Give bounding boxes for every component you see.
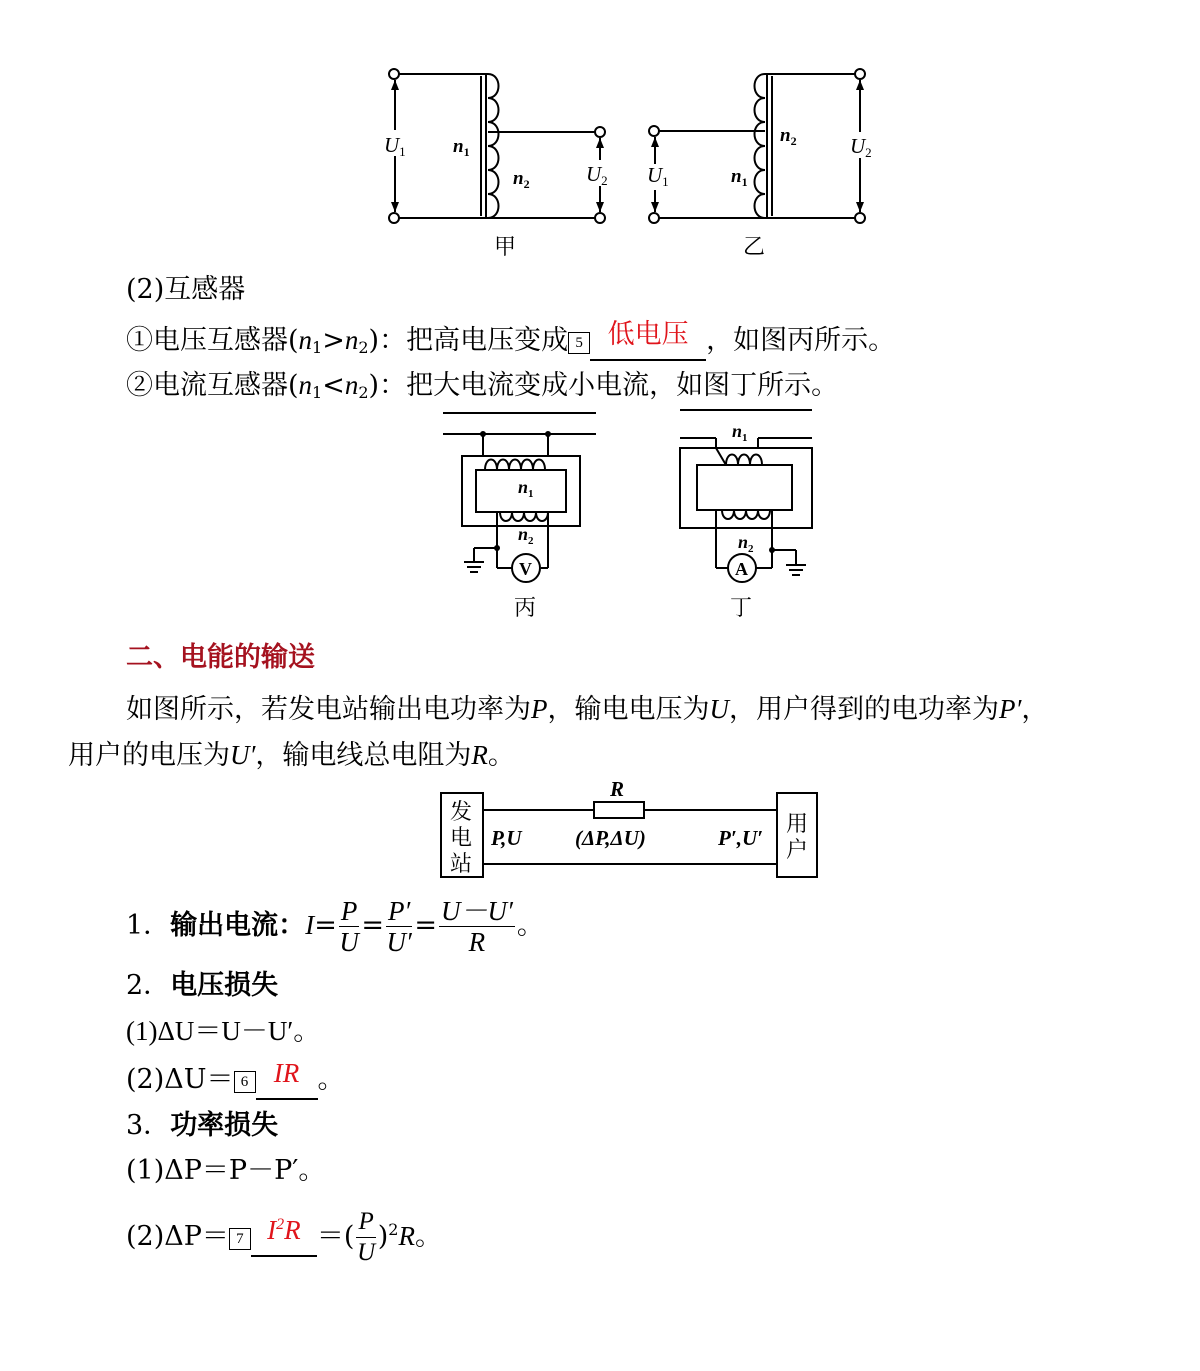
- station-label-1: 发: [450, 800, 473, 825]
- fraction-drop-over-R: [439, 896, 515, 957]
- f3-2-square: 2: [388, 1220, 399, 1239]
- f3-2-eq: ＝(: [316, 1221, 355, 1252]
- blank-number-box: 5: [568, 332, 590, 354]
- frac4-numerator: P: [356, 1207, 375, 1238]
- voltage-loss-formula-2: [126, 1058, 345, 1100]
- item2-op: <: [322, 370, 345, 401]
- intro-paragraph-line-2: [68, 737, 515, 774]
- f3-2-close: ): [377, 1221, 389, 1252]
- f1-end: 。: [516, 910, 544, 941]
- fraction-Pp-over-Up: [386, 896, 412, 957]
- jia-caption: 甲: [494, 235, 517, 260]
- ding-caption: 丁: [730, 596, 753, 621]
- f1-eq-3: =: [414, 910, 437, 941]
- f2-2-prefix: (2)ΔU＝: [126, 1064, 234, 1095]
- item1-suffix: ，如图丙所示。: [706, 325, 896, 356]
- mutual-transformer-figures: [440, 400, 820, 625]
- voltage-loss-title: [126, 968, 278, 1004]
- item2-suffix: )：把大电流变成小电流，如图丁所示。: [368, 370, 839, 401]
- f2-label: 2．: [126, 970, 171, 1001]
- f1-eq-1: =: [314, 910, 337, 941]
- symbol-R: R: [471, 740, 488, 770]
- f3-2-prefix: (2)ΔP＝: [126, 1221, 229, 1252]
- symbol-U-prime: U′: [230, 740, 256, 770]
- item1-op: >: [322, 325, 345, 356]
- item2-n-b: n: [344, 370, 359, 400]
- yi-u1-label: U1: [647, 163, 669, 189]
- yi-n1-label: $n_1$: [731, 166, 748, 189]
- jia-u1-label: U1: [384, 133, 406, 159]
- symbol-P-prime: P′: [999, 694, 1022, 724]
- f1-label: 1．: [126, 910, 171, 941]
- answer-I2R: [267, 1215, 301, 1245]
- item2-prefix: ②电流互感器(: [126, 370, 299, 401]
- blank-number-box-7: 7: [229, 1228, 251, 1250]
- formula-output-current: [126, 893, 544, 958]
- f1-eq-2: =: [361, 910, 384, 941]
- fraction-P-over-U-2: [356, 1207, 375, 1268]
- symbol-P: P: [531, 694, 548, 724]
- para-text-6: ，输电线总电阻为: [255, 740, 472, 771]
- f3-title: 功率损失: [170, 1110, 279, 1141]
- station-label-2: 电: [450, 826, 473, 851]
- bing-n2-label: $n_2$: [518, 524, 534, 547]
- jia-n1-label: $n_1$: [453, 136, 470, 159]
- f3-label: 3．: [126, 1110, 171, 1141]
- para-text-3: ，用户得到的电功率为: [729, 694, 999, 725]
- power-loss-title: [126, 1108, 278, 1144]
- section-title-text: (2)互感器: [126, 274, 246, 305]
- station-label-3: 站: [450, 852, 473, 877]
- receiving-label: P′,U′: [718, 826, 764, 850]
- blank-number-box-6: 6: [234, 1071, 256, 1093]
- frac3-denominator: R: [468, 927, 486, 957]
- f1-title: 输出电流：: [170, 910, 306, 941]
- jia-u2-label: U2: [586, 162, 608, 188]
- item2-n-b-sub: 2: [358, 383, 369, 402]
- answer-sup: 2: [276, 1216, 285, 1233]
- jia-n2-label: $n_2$: [513, 168, 530, 191]
- f3-2-R: R: [398, 1221, 415, 1251]
- para-text-7: 。: [487, 740, 515, 771]
- answer-I: I: [267, 1215, 277, 1245]
- sending-label: P,U: [491, 826, 522, 850]
- answer-text: 低电压: [607, 319, 689, 350]
- item1-n-a: n: [298, 325, 313, 355]
- item2-n-a-sub: 1: [312, 383, 323, 402]
- loss-label: (ΔP,ΔU): [575, 826, 646, 850]
- section-title: [126, 272, 245, 308]
- ding-n1-label: $n_1$: [732, 421, 748, 444]
- fraction-P-over-U: [339, 896, 360, 957]
- yi-n2-label: $n_2$: [780, 125, 797, 148]
- f1-I: I: [305, 910, 315, 940]
- resistor-label: R: [610, 777, 625, 801]
- frac4-denominator: U: [357, 1239, 376, 1266]
- f2-title: 电压损失: [170, 970, 279, 1001]
- transmission-diagram: [435, 775, 825, 885]
- item1-n-b-sub: 2: [358, 338, 369, 357]
- power-loss-formula-2: [126, 1198, 442, 1269]
- para-text-4: ，: [1021, 694, 1049, 725]
- para-text-1: 如图所示，若发电站输出电功率为: [126, 694, 531, 725]
- frac2-numerator: P′: [387, 896, 411, 926]
- ammeter-label: A: [735, 559, 748, 579]
- symbol-U: U: [709, 694, 729, 724]
- voltage-loss-formula-1: (1)ΔU＝U－U′。: [126, 1016, 321, 1046]
- answer-blank-6: [256, 1058, 318, 1100]
- bing-caption: 丙: [514, 596, 537, 621]
- answer-blank: [590, 319, 706, 361]
- part-two-heading: 二、电能的输送: [126, 642, 315, 673]
- item1-middle: )：把高电压变成: [368, 325, 569, 356]
- answer-blank-7: [251, 1213, 317, 1257]
- frac1-numerator: P: [340, 896, 358, 926]
- frac3-numerator: U－U′: [440, 896, 513, 926]
- f2-2-end: 。: [317, 1064, 345, 1095]
- voltmeter-label: V: [519, 559, 532, 579]
- para-text-2: ，输电电压为: [547, 694, 710, 725]
- yi-u2-label: U2: [850, 134, 872, 160]
- intro-paragraph-line-1: [126, 691, 1048, 728]
- yi-caption: 乙: [743, 235, 766, 260]
- frac1-denominator: U: [339, 927, 359, 957]
- item1-n-a-sub: 1: [312, 338, 323, 357]
- answer-IR: IR: [273, 1058, 300, 1088]
- transformer-figures: [370, 55, 890, 270]
- answer-R: R: [284, 1215, 301, 1245]
- power-loss-formula-1: (1)ΔP＝P－P′。: [126, 1155, 326, 1186]
- ding-n2-label: $n_2$: [738, 532, 754, 555]
- f3-2-end: 。: [414, 1221, 442, 1252]
- item1-n-b: n: [344, 325, 359, 355]
- frac2-denominator: U′: [386, 927, 412, 957]
- user-label-1: 用: [786, 812, 809, 837]
- item2-n-a: n: [298, 370, 313, 400]
- item1-prefix: ①电压互感器(: [126, 325, 299, 356]
- voltage-transformer-line: [126, 319, 896, 366]
- user-label-2: 户: [786, 838, 809, 863]
- para-text-5: 用户的电压为: [68, 740, 230, 771]
- bing-n1-label: $n_1$: [518, 477, 534, 500]
